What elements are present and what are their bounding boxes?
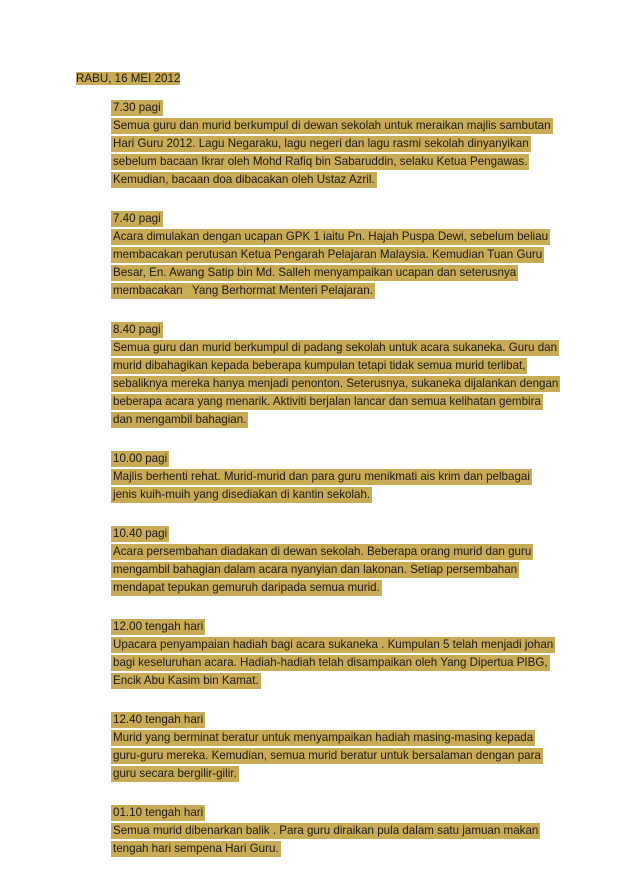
entry-line: sebelum bacaan Ikrar oleh Mohd Rafiq bin Sabaruddin, selaku Ketua Pengawas. — [113, 155, 528, 168]
entry-line: mengambil bahagian dalam acara nyanyian dan lakonan. Setiap persembahan — [113, 563, 518, 576]
entry-line: sebaliknya mereka hanya menjadi penonton. Seterusnya, sukaneka dijalankan dengan — [113, 377, 559, 390]
entry-time: 7.30 pagi — [113, 101, 161, 114]
entry-line: Semua guru dan murid berkumpul di padang sekolah untuk acara sukaneka. Guru dan — [113, 341, 558, 354]
entry-time: 10.00 pagi — [113, 452, 168, 465]
entry-time: 12.00 tengah hari — [113, 620, 204, 633]
entry-line: beberapa acara yang menarik. Aktiviti berjalan lancar dan semua kelihatan gembira — [113, 395, 541, 408]
schedule-entry — [111, 450, 581, 504]
entry-line: Murid yang berminat beratur untuk menyampaikan hadiah masing-masing kepada — [113, 731, 534, 744]
entry-line: Acara dimulakan dengan ucapan GPK 1 iaitu Pn. Hajah Puspa Dewi, sebelum beliau — [113, 230, 549, 243]
entry-line: membacakan perutusan Ketua Pengarah Pelajaran Malaysia. Kemudian Tuan Guru — [113, 248, 543, 261]
entry-line: Besar, En. Awang Satip bin Md. Salleh menyampaikan ucapan dan seterusnya — [113, 266, 517, 279]
entry-line: membacakan Yang Berhormat Menteri Pelajaran. — [113, 284, 373, 297]
entry-line: tengah hari sempena Hari Guru. — [113, 842, 279, 855]
entry-line: mendapat tepukan gemuruh daripada semua murid. — [113, 581, 380, 594]
entry-line: Semua murid dibenarkan balik . Para guru diraikan pula dalam satu jamuan makan — [113, 824, 539, 837]
schedule-entries — [111, 99, 581, 879]
entry-line: jenis kuih-muih yang disediakan di kantin sekolah. — [113, 488, 371, 501]
schedule-entry — [111, 804, 581, 858]
schedule-entry — [111, 525, 581, 597]
entry-line: Acara persembahan diadakan di dewan sekolah. Beberapa orang murid dan guru — [113, 545, 532, 558]
schedule-entry — [111, 711, 581, 783]
entry-time: 7.40 pagi — [113, 212, 161, 225]
entry-line: guru secara bergilir-gilir. — [113, 767, 237, 780]
entry-line: murid dibahagikan kepada beberapa kumpulan tetapi tidak semua murid terlibat, — [113, 359, 526, 372]
entry-line: Majlis berhenti rehat. Murid-murid dan para guru menikmati ais krim dan pelbagai — [113, 470, 530, 483]
schedule-entry — [111, 210, 581, 300]
date-heading-text: RABU, 16 MEI 2012 — [76, 72, 181, 85]
entry-line: Upacara penyampaian hadiah bagi acara sukaneka . Kumpulan 5 telah menjadi johan — [113, 638, 554, 651]
entry-time: 01.10 tengah hari — [113, 806, 204, 819]
entry-line: Semua guru dan murid berkumpul di dewan sekolah untuk meraikan majlis sambutan — [113, 119, 551, 132]
schedule-entry — [111, 99, 581, 189]
schedule-entry — [111, 618, 581, 690]
entry-line: dan mengambil bahagian. — [113, 413, 247, 426]
entry-time: 10.40 pagi — [113, 527, 168, 540]
schedule-entry — [111, 321, 581, 429]
date-heading — [76, 70, 180, 88]
entry-line: Kemudian, bacaan doa dibacakan oleh Ustaz Azril. — [113, 173, 375, 186]
entry-time: 12.40 tengah hari — [113, 713, 204, 726]
entry-time: 8.40 pagi — [113, 323, 161, 336]
entry-line: bagi keseluruhan acara. Hadiah-hadiah telah disampaikan oleh Yang Dipertua PIBG, — [113, 656, 548, 669]
entry-line: Hari Guru 2012. Lagu Negaraku, lagu negeri dan lagu rasmi sekolah dinyanyikan — [113, 137, 529, 150]
entry-line: Encik Abu Kasim bin Kamat. — [113, 674, 259, 687]
entry-line: guru-guru mereka. Kemudian, semua murid beratur untuk bersalaman dengan para — [113, 749, 541, 762]
